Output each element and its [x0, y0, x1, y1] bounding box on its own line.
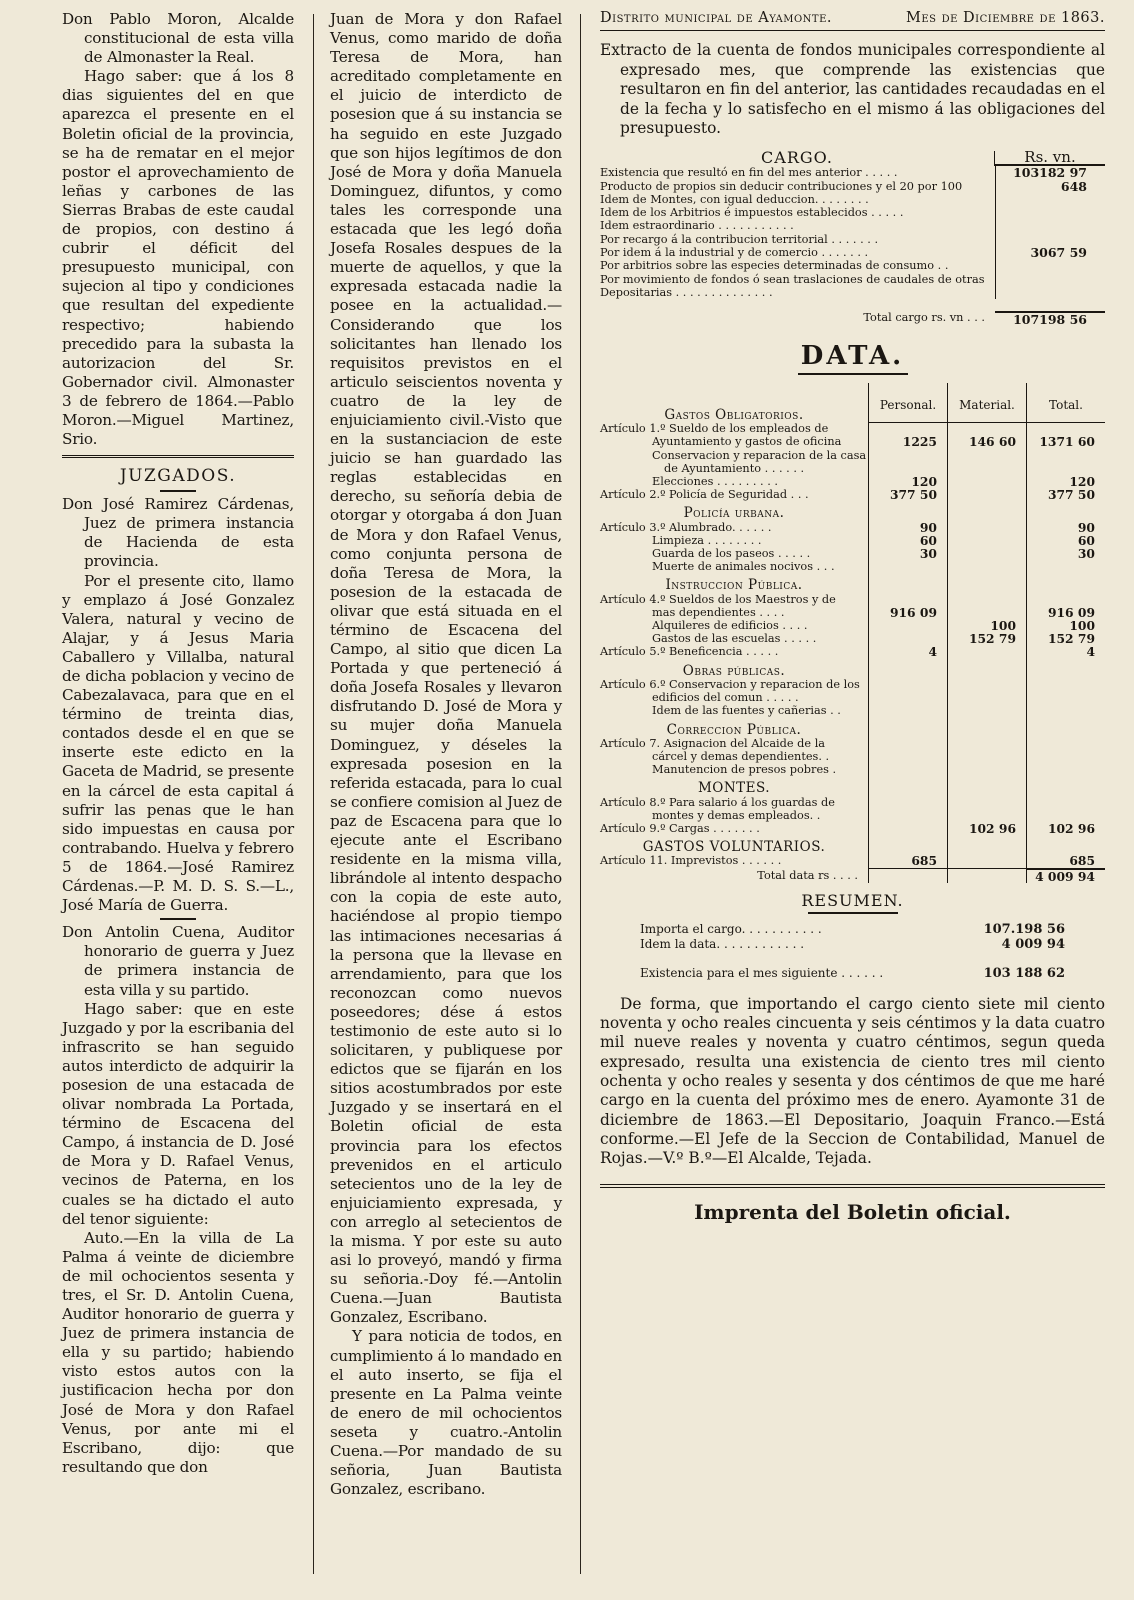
cargo-total-label: Total cargo rs. vn . . . [863, 311, 985, 325]
data-row-label: Gastos de las escuelas . . . . . [652, 632, 817, 646]
personal-value [869, 691, 948, 704]
material-value [948, 593, 1027, 606]
data-row [600, 645, 1105, 658]
notice-heading: Don José Ramirez Cárdenas, Juez de primera instancia de Hacienda de esta provincia. [62, 495, 294, 571]
notice-body: Hago saber: que á los 8 dias siguientes del en que aparezca el presente en el Boletin oficial de la provincia, se ha de rematar en el mejor postor el aprovechamiento de leñas y carbones de las Sierras Brabas de este caudal de propios, con destino á cubrir el déficit del presupuesto municipal, con sujecion al tipo y condiciones que resultan del expediente respectivo; habiendo precedido para la subasta la autorizacion del Sr. Gobernador civil. Almonaster 3 de febrero de 1864.—Pablo Moron.—Miguel Martinez, Srio. [62, 67, 294, 449]
cargo-row-label: Por movimiento de fondos ó sean traslaciones de caudales de otras [600, 272, 985, 286]
data-table [600, 383, 1105, 883]
group-gastos-obligatorios: Gastos Obligatorios. [664, 407, 804, 424]
data-title: DATA. [800, 340, 905, 371]
material-value: 102 96 [948, 822, 1027, 835]
cargo-row [600, 273, 1105, 286]
data-row-label: Conservacion y reparacion de la casa [652, 448, 867, 462]
group-instruccion-publica: Instruccion Pública. [665, 577, 803, 594]
total-value: 4 [1027, 645, 1106, 658]
total-value: 60 [1027, 534, 1106, 547]
group-correccion-publica: Correccion Pública. [666, 721, 802, 738]
material-value [948, 763, 1027, 776]
data-row-label: montes y demas empleados. . [652, 808, 821, 822]
data-row-label: de Ayuntamiento . . . . . . [664, 461, 805, 475]
data-row [600, 422, 1105, 435]
data-row [600, 488, 1105, 501]
data-row-label: Muerte de animales nocivos . . . [652, 560, 835, 574]
notice-body: Y para noticia de todos, en cumplimiento á lo mandado en el auto inserto, se fija el presente en La Palma veinte de enero de mil ochocientos seseta y cuatro.-Antolin Cuena.—Por mandado de su señoria, Juan Bautista Gonzalez, escribano. [330, 1327, 562, 1499]
column-rule [313, 14, 314, 1574]
data-row [600, 475, 1105, 488]
total-value [1027, 704, 1106, 717]
material-value: 100 [948, 619, 1027, 632]
total-value [1027, 691, 1106, 704]
cargo-total-row [600, 311, 1105, 326]
cargo-row-value: 648 [995, 180, 1105, 193]
total-value [1027, 560, 1106, 573]
resumen-row: Idem la data. . . . . . . . . . . . 4 009 94 [640, 936, 1065, 952]
column-rule [580, 14, 581, 1574]
notice-heading: Don Antolin Cuena, Auditor honorario de guerra y Juez de primera instancia de esta villa y su partido. [62, 923, 294, 999]
printer-imprint: Imprenta del Boletin oficial. [694, 1200, 1011, 1225]
cargo-row [600, 206, 1105, 219]
section-divider [62, 455, 294, 458]
cargo-row-label: Idem de Montes, con igual deduccion. . . . . . . . [600, 192, 869, 206]
material-value [948, 521, 1027, 534]
cargo-row-label: Idem estraordinario . . . . . . . . . . . [600, 219, 794, 233]
resumen-row: Existencia para el mes siguiente . . . . . . 103 188 62 [640, 965, 1065, 981]
account-header [600, 10, 1105, 31]
material-value [948, 796, 1027, 809]
personal-value: 30 [869, 547, 948, 560]
data-row [600, 822, 1105, 835]
data-row-label: Artículo 8.º Para salario á los guardas de [600, 795, 835, 809]
data-total-value: 4 009 94 [1027, 869, 1106, 883]
cargo-row [600, 246, 1105, 259]
ornament-rule [808, 912, 898, 914]
data-row-label: Artículo 3.º Alumbrado. . . . . . [600, 520, 772, 534]
total-value: 685 [1027, 854, 1106, 868]
data-total-label: Total data rs . . . . [757, 868, 858, 882]
data-row [600, 678, 1105, 691]
data-row-label: Artículo 7. Asignacion del Alcaide de la [600, 736, 826, 750]
notice-heading: Don Pablo Moron, Alcalde constitucional de esta villa de Almonaster la Real. [62, 10, 294, 67]
total-value: 30 [1027, 547, 1106, 560]
cargo-row [600, 233, 1105, 246]
personal-value [869, 619, 948, 632]
personal-value [869, 449, 948, 462]
total-value: 102 96 [1027, 822, 1106, 835]
material-value [948, 462, 1027, 475]
data-row [600, 449, 1105, 462]
total-value: 1371 60 [1027, 435, 1106, 448]
personal-value [869, 809, 948, 822]
total-value [1027, 750, 1106, 763]
cargo-row-label: Por recargo á la contribucion territorial . . . . . . . [600, 232, 879, 246]
personal-value: 685 [869, 854, 948, 868]
personal-value: 916 09 [869, 606, 948, 619]
cargo-row-value [995, 233, 1105, 246]
cargo-row-label: Idem de los Arbitrios é impuestos establecidos . . . . . [600, 206, 904, 220]
data-row-label: Artículo 11. Imprevistos . . . . . . [600, 854, 782, 868]
personal-value: 1225 [869, 435, 948, 448]
total-value: 100 [1027, 619, 1106, 632]
total-value [1027, 449, 1106, 462]
cargo-row-value [995, 193, 1105, 206]
small-divider [160, 918, 196, 920]
personal-value [869, 560, 948, 573]
data-row-label: Idem de las fuentes y cañerias . . [652, 704, 841, 718]
data-row-label: Elecciones . . . . . . . . . [652, 475, 779, 489]
material-value [948, 809, 1027, 822]
notice-body: Hago saber: que en este Juzgado y por la escribania del infrascrito se han seguido autos interdicto de adquirir la posesion de una estacada de olivar nombrada La Portada, término de Escacena del Campo, á instancia de D. José de Mora y D. Rafael Venus, vecinos de Paterna, en los cuales se ha dictado el auto del tenor siguiente: [62, 999, 294, 1228]
data-row-label: edificios del comun . . . . . [652, 691, 799, 705]
col-total: Total. [1027, 383, 1106, 423]
data-row [600, 854, 1105, 868]
material-value [948, 645, 1027, 658]
personal-value [869, 796, 948, 809]
total-value [1027, 763, 1106, 776]
cargo-row-value [995, 206, 1105, 219]
material-value: 152 79 [948, 632, 1027, 645]
data-row [600, 796, 1105, 809]
data-row [600, 560, 1105, 573]
material-value [948, 854, 1027, 868]
cargo-row-label: Existencia que resultó en fin del mes anterior . . . . . [600, 166, 898, 180]
total-value: 377 50 [1027, 488, 1106, 501]
personal-value [869, 678, 948, 691]
personal-value: 4 [869, 645, 948, 658]
data-row [600, 763, 1105, 776]
total-value [1027, 796, 1106, 809]
personal-value [869, 750, 948, 763]
col-personal: Personal. [869, 383, 948, 423]
cargo-row [600, 193, 1105, 206]
ornament-rule [798, 373, 908, 375]
column-1 [62, 10, 294, 1477]
material-value [948, 475, 1027, 488]
column-3 [600, 10, 1105, 1224]
group-policia-urbana: Policía urbana. [683, 505, 785, 522]
total-value: 152 79 [1027, 632, 1106, 645]
cargo-row [600, 166, 1105, 179]
personal-value [869, 593, 948, 606]
total-value [1027, 678, 1106, 691]
data-row [600, 462, 1105, 475]
total-value [1027, 737, 1106, 750]
cargo-row [600, 286, 1105, 299]
data-row [600, 521, 1105, 534]
small-divider [160, 490, 196, 492]
cargo-row-label: Por idem á la industrial y de comercio . . . . . . . [600, 246, 869, 260]
cargo-row [600, 259, 1105, 272]
data-row [600, 632, 1105, 645]
district-label: Distrito municipal de Ayamonte. [600, 10, 833, 26]
col-material: Material. [948, 383, 1027, 423]
cargo-rows [600, 166, 1105, 299]
group-gastos-voluntarios: GASTOS VOLUNTARIOS. [642, 839, 826, 856]
cargo-row [600, 219, 1105, 232]
cargo-section [600, 147, 1105, 328]
data-row-label: Artículo 4.º Sueldos de los Maestros y de [600, 592, 836, 606]
material-value [948, 488, 1027, 501]
group-montes: MONTES. [697, 780, 771, 797]
cargo-row [600, 180, 1105, 193]
material-value [948, 691, 1027, 704]
personal-value [869, 822, 948, 835]
closing-paragraph: De forma, que importando el cargo ciento siete mil ciento noventa y ocho reales cincuenta y seis céntimos y la data cuatro mil nueve reales y noventa y cuatro céntimos, segun queda expresado, resulta una existencia de ciento tres mil ciento ochenta y ocho reales y sesenta y dos céntimos de que me haré cargo en la cuenta del próximo mes de enero. Ayamonte 31 de diciembre de 1863.—El Depositario, Joaquin Franco.—Está conforme.—El Jefe de la Seccion de Contabilidad, Manuel de Rojas.—V.º B.º—El Alcalde, Tejada. [600, 994, 1105, 1168]
personal-value: 90 [869, 521, 948, 534]
personal-value: 377 50 [869, 488, 948, 501]
total-value: 120 [1027, 475, 1106, 488]
data-row-label: Ayuntamiento y gastos de oficina [652, 435, 842, 449]
cargo-total-value: 107198 56 [995, 311, 1105, 326]
data-row [600, 691, 1105, 704]
cargo-row-value [995, 286, 1105, 299]
section-divider [600, 1184, 1105, 1188]
cargo-row-label: Por arbitrios sobre las especies determinadas de consumo . . [600, 259, 949, 273]
cargo-unit: Rs. vn. [994, 151, 1105, 166]
resumen-title: RESUMEN. [801, 890, 904, 910]
month-label: Mes de Diciembre de 1863. [906, 10, 1105, 26]
personal-value: 60 [869, 534, 948, 547]
personal-value: 120 [869, 475, 948, 488]
data-row [600, 704, 1105, 717]
data-row [600, 737, 1105, 750]
data-row-label: mas dependientes . . . . [652, 605, 785, 619]
total-value [1027, 809, 1106, 822]
material-value [948, 560, 1027, 573]
data-row [600, 619, 1105, 632]
cargo-row-label: Producto de propios sin deducir contribuciones y el 20 por 100 [600, 179, 963, 193]
notice-body: Por el presente cito, llamo y emplazo á José Gonzalez Valera, natural y vecino de Alajar, y á Jesus Maria Caballero y Villalba, natural de dicha poblacion y vecino de Cabezalavaca, para que en el término de treinta dias, contados desde el en que se inserte este edicto en la Gaceta de Madrid, se presente en la cárcel de esta capital á sufrir las penas que le han sido impuestas en causa por contrabando. Huelva y febrero 5 de 1864.—José Ramirez Cárdenas.—P. M. D. S. S.—L., José María de Guerra. [62, 571, 294, 915]
material-value [948, 750, 1027, 763]
material-value [948, 449, 1027, 462]
resumen-row: Importa el cargo. . . . . . . . . . . 107.198 56 [640, 921, 1065, 937]
section-title: JUZGADOS. [119, 466, 237, 487]
notice-body: Auto.—En la villa de La Palma á veinte de diciembre de mil ochocientos sesenta y tres, el Sr. D. Antolin Cuena, Auditor honorario de guerra y Juez de primera instancia de ella y su partido; habiendo visto estos autos con la justificacion hecha por don José de Mora y don Rafael Venus, por ante mi el Escribano, dijo: que resultando que don [62, 1228, 294, 1476]
column-2 [330, 10, 562, 1499]
data-row [600, 435, 1105, 448]
cargo-title: CARGO. [761, 147, 833, 167]
cargo-row-value: 3067 59 [995, 246, 1105, 259]
data-row-label: cárcel y demas dependientes. . [652, 749, 830, 763]
data-row-label: Guarda de los paseos . . . . . [652, 547, 811, 561]
notice-body: Juan de Mora y don Rafael Venus, como marido de doña Teresa de Mora, han acreditado completamente en el juicio de interdicto de posesion que á su instancia se ha seguido en este Juzgado que son hijos legítimos de don José de Mora y doña Manuela Dominguez, difuntos, y como tales les corresponde una estacada que les legó doña Josefa Rosales despues de la muerte de aquellos, y que la expresada estacada nadie la posee en la actualidad.—Considerando que los solicitantes han llenado los requisitos previstos en el articulo seiscientos noventa y cuatro de la ley de enjuiciamiento civil.-Visto que en la sustanciacion de este juicio se han guardado las reglas establecidas en derecho, su señoría debia de otorgar y otorgaba á don Juan de Mora y don Rafael Venus, como conjunta persona de doña Teresa de Mora, la posesion de la estacada de olivar que está situada en el término de Escacena del Campo, al sitio que dicen La Portada y que perteneció á doña Josefa Rosales y llevaron disfrutando D. José de Mora y su mujer doña Manuela Dominguez, y déseles la expresada posesion en la referida estacada, para lo cual se confiere comision al Juez de paz de Escacena para que lo ejecute ante el Escribano residente en la misma villa, librándole al intento despacho con la copia de este auto, haciéndose al propio tiempo las intimaciones necesarias á la persona que la llevase en arrendamiento, para que los reconozcan como nuevos poseedores; dése á estos testimonio de este auto si lo solicitaren, y publiquese por edictos que se fijarán en los sitios acostumbrados por este Juzgado y se insertará en el Boletin oficial de esta provincia para los efectos prevenidos en el articulo setecientos uno de la ley de enjuiciamiento expresada, y con arreglo al setecientos de la misma. Y por este su auto asi lo proveyó, mandó y firma su señoria.-Doy fé.—Antolin Cuena.—Juan Bautista Gonzalez, Escribano. [330, 10, 562, 1327]
data-row-label: Artículo 2.º Policía de Seguridad . . . [600, 488, 809, 502]
material-value [948, 534, 1027, 547]
data-row-label: Alquileres de edificios . . . . [652, 619, 808, 633]
cargo-row-label: Depositarias . . . . . . . . . . . . . . [600, 285, 773, 299]
personal-value [869, 763, 948, 776]
cargo-row-value [995, 259, 1105, 272]
data-row-label: Artículo 5.º Beneficencia . . . . . [600, 645, 779, 659]
data-row [600, 750, 1105, 763]
group-obras-publicas: Obras públicas. [682, 662, 786, 679]
cargo-row-value: 103182 97 [995, 166, 1105, 179]
personal-value [869, 737, 948, 750]
total-value [1027, 593, 1106, 606]
personal-value [869, 704, 948, 717]
material-value [948, 737, 1027, 750]
data-row-label: Manutencion de presos pobres . [652, 763, 837, 777]
data-row [600, 593, 1105, 606]
data-row [600, 809, 1105, 822]
data-row-label: Limpieza . . . . . . . . [652, 533, 762, 547]
data-row-label: Artículo 1.º Sueldo de los empleados de [600, 422, 829, 436]
total-value: 916 09 [1027, 606, 1106, 619]
data-row [600, 547, 1105, 560]
total-value: 90 [1027, 521, 1106, 534]
material-value [948, 704, 1027, 717]
material-value [948, 678, 1027, 691]
material-value: 146 60 [948, 435, 1027, 448]
material-value [948, 547, 1027, 560]
data-row [600, 606, 1105, 619]
cargo-row-value [995, 219, 1105, 232]
data-row [600, 534, 1105, 547]
data-row-label: Artículo 6.º Conservacion y reparacion de los [600, 677, 860, 691]
cargo-row-value [995, 273, 1105, 286]
account-intro: Extracto de la cuenta de fondos municipales correspondiente al expresado mes, que comprende las existencias que resultaron en fin del anterior, las cantidades recaudadas en el de la fecha y lo satisfecho en el mismo á las obligaciones del presupuesto. [600, 41, 1105, 138]
data-row-label: Artículo 9.º Cargas . . . . . . . [600, 821, 760, 835]
